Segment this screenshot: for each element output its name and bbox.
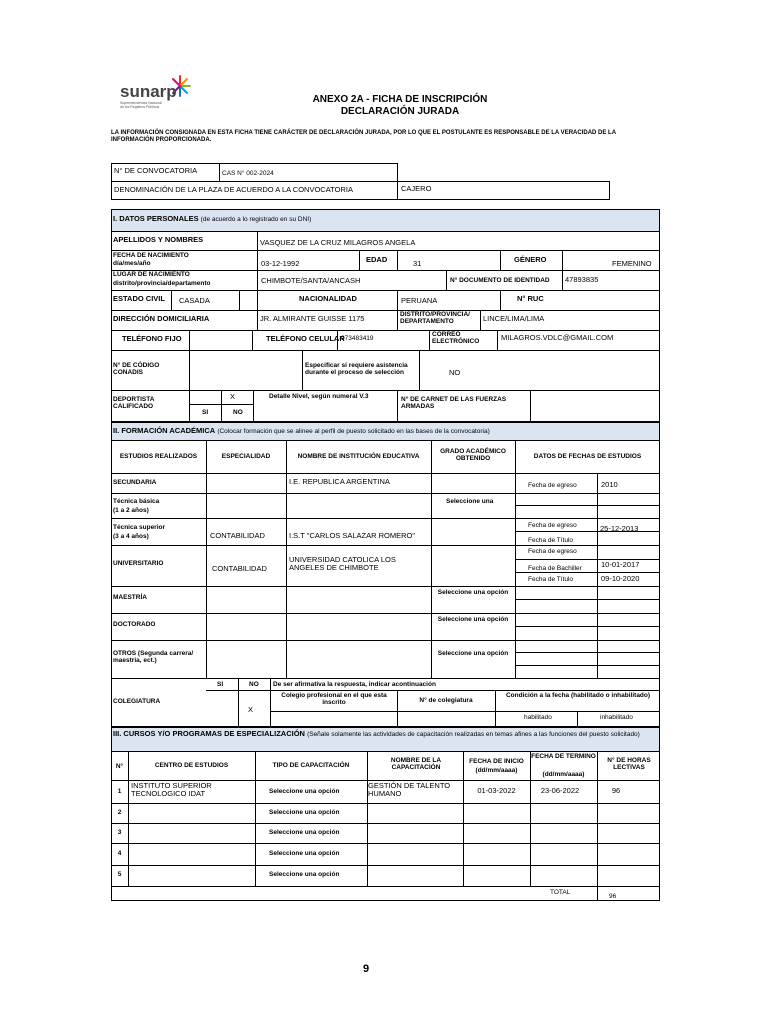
maestria-label: MAESTRÍA xyxy=(113,594,147,601)
course-start[interactable]: 01-03-2022 xyxy=(477,786,516,795)
age-label: EDAD xyxy=(366,255,388,264)
course-end[interactable]: 23-06-2022 xyxy=(540,786,580,795)
names-value[interactable]: VASQUEZ DE LA CRUZ MILAGROS ANGELA xyxy=(260,238,416,247)
district-label: DISTRITO/PROVINCIA/ DEPARTAMENTO xyxy=(400,311,470,326)
univ-bachiller-label: Fecha de Bachiller xyxy=(528,565,582,572)
section-personal-title xyxy=(113,215,311,223)
page-number: 9 xyxy=(362,963,370,975)
convocatoria-value[interactable]: CAS N° 002-2024 xyxy=(222,170,274,177)
birth-label: FECHA DE NACIMIENTO xyxy=(113,252,189,259)
inhabilitado-option[interactable]: inhabilitado xyxy=(600,714,633,721)
courses-header-end-format: (dd/mm/aaaa) xyxy=(542,771,585,778)
univ-label: UNIVERSITARIO xyxy=(113,560,164,567)
acad-header-studies: ESTUDIOS REALIZADOS xyxy=(119,453,198,460)
army-label: N° DE CARNET DE LAS FUERZAS ARMADAS xyxy=(401,396,507,411)
civil-label: ESTADO CIVIL xyxy=(113,294,165,303)
tec-basica-label: Técnica básica xyxy=(113,498,160,505)
sport-si: SI xyxy=(202,409,209,416)
univ-bachiller[interactable]: 10-01-2017 xyxy=(601,560,640,569)
colegiatura-label: COLEGIATURA xyxy=(113,698,161,705)
section-personal-heading: I. DATOS PERSONALES xyxy=(113,214,199,223)
gender-label: GÉNERO xyxy=(514,255,547,264)
course-hours[interactable]: 96 xyxy=(611,786,621,795)
acad-header-degree: GRADO ACADÉMICO OBTENIDO xyxy=(440,448,506,463)
course-type-select[interactable]: Seleccione una opción xyxy=(269,809,340,816)
section-academic-note: (Colocar formación que se alinee al perfil de puesto solicitado en las bases de la convocatoria) xyxy=(217,428,490,435)
sport-no: NO xyxy=(233,409,243,416)
logo-text: sunarp xyxy=(120,82,177,101)
birthplace-sublabel: distrito/provincia/departamento xyxy=(113,280,211,287)
courses-total-label: TOTAL xyxy=(550,889,571,896)
sport-mark[interactable]: X xyxy=(230,392,236,401)
section-courses-heading: III. CURSOS Y/O PROGRAMAS DE ESPECIALIZACIÓN xyxy=(113,729,305,738)
assistance-label: Especificar si requiere asistencia durante el proceso de selección xyxy=(305,362,408,377)
colegiatura-number-label: N° de colegiatura xyxy=(419,697,473,704)
sport-detail-label: Detalle Nivel, según numeral V.3 xyxy=(269,393,369,400)
course-name[interactable]: GESTIÓN DE TALENTO HUMANO xyxy=(368,781,451,799)
univ-titulo-label: Fecha de Título xyxy=(528,576,574,583)
course-number: 5 xyxy=(117,871,122,878)
colegiatura-no: NO xyxy=(249,681,259,688)
habilitado-option[interactable]: habilitado xyxy=(524,714,552,721)
course-type-select[interactable]: Seleccione una opción xyxy=(269,788,340,795)
phone-label: TELÉFONO FIJO xyxy=(122,334,182,343)
tec-basica-sublabel: (1 a 2 años) xyxy=(113,507,149,514)
district-value[interactable]: LINCE/LIMA/LIMA xyxy=(483,314,545,323)
cell-value[interactable]: 973483419 xyxy=(341,335,374,342)
univ-egreso-label: Fecha de egreso xyxy=(528,548,577,555)
colegio-profesional-label: Colegio profesional en el que esta inscrito xyxy=(281,692,387,707)
secundaria-institution[interactable]: I.E. REPUBLICA ARGENTINA xyxy=(289,477,390,486)
courses-header-end: FECHA DE TERMINO xyxy=(531,753,596,760)
doc-label: N° DOCUMENTO DE IDENTIDAD xyxy=(450,277,550,284)
form-subtitle: DECLARACIÓN JURADA xyxy=(340,106,460,117)
tec-sup-titulo-label: Fecha de Título xyxy=(528,537,574,544)
otros-degree-select[interactable]: Seleccione una opción xyxy=(437,650,509,657)
civil-value[interactable]: CASADA xyxy=(179,296,210,305)
declaration-notice: LA INFORMACIÓN CONSIGNADA EN ESTA FICHA TIENE CARÁCTER DE DECLARACIÓN JURADA, POR LO QUE EL POSTULANTE ES RESPONSABLE DE LA VERACIDAD DE LA INFORMACIÓN PROPORCIONADA. xyxy=(111,130,616,143)
gender-value[interactable]: FEMENINO xyxy=(612,259,652,268)
conadis-label: N° DE CÓDIGO CONADIS xyxy=(113,362,160,377)
age-value[interactable]: 31 xyxy=(413,259,422,268)
section-courses-title xyxy=(113,730,653,738)
courses-header-center: CENTRO DE ESTUDIOS xyxy=(154,762,229,769)
acad-header-institution: NOMBRE DE INSTITUCIÓN EDUCATIVA xyxy=(297,453,420,460)
birth-value[interactable]: 03-12-1992 xyxy=(261,259,300,268)
email-label: CORREO ELECTRÓNICO xyxy=(432,331,480,346)
colegiatura-mark[interactable]: X xyxy=(248,705,254,714)
course-type-select[interactable]: Seleccione una opción xyxy=(269,871,340,878)
secundaria-date-label: Fecha de egreso xyxy=(528,482,577,489)
birth-sublabel: día/mes/año xyxy=(113,260,151,267)
colegiatura-condition-label: Condición a la fecha (habilitado o inhabilitado) xyxy=(505,692,651,699)
univ-institution[interactable]: UNIVERSIDAD CATOLICA LOS ANGELES DE CHIMBOTE xyxy=(289,555,396,573)
course-number: 4 xyxy=(117,850,122,857)
colegiatura-note: De ser afirmativa la respuesta, indicar acontinuación xyxy=(273,681,436,688)
section-academic-heading: II. FORMACIÓN ACADÉMICA xyxy=(113,426,216,435)
courses-header-type: TIPO DE CAPACITACIÓN xyxy=(272,762,350,769)
address-value[interactable]: JR. ALMIRANTE GUISSE 1175 xyxy=(260,314,365,323)
section-personal-note: (de acuerdo a lo registrado en su DNI) xyxy=(200,216,312,223)
nationality-label: NACIONALIDAD xyxy=(299,294,357,303)
nationality-value[interactable]: PERUANA xyxy=(401,296,438,305)
email-value[interactable]: MILAGROS.VDLC@GMAIL.COM xyxy=(501,333,614,342)
logo-subtitle: Superintendencia Nacional de los Registros Públicos xyxy=(120,101,162,109)
univ-titulo[interactable]: 09-10-2020 xyxy=(601,574,640,583)
tec-sup-egreso-label: Fecha de egreso xyxy=(528,522,577,529)
tec-sup-egreso[interactable]: 25-12-2013 xyxy=(600,524,639,533)
tec-sup-specialty[interactable]: CONTABILIDAD xyxy=(210,531,265,540)
courses-header-start-format: (dd/mm/aaaa) xyxy=(475,767,518,774)
ruc-label: N° RUC xyxy=(517,294,544,303)
courses-header-name: NOMBRE DE LA CAPACITACIÓN xyxy=(390,757,442,772)
secundaria-date[interactable]: 2010 xyxy=(601,480,618,489)
course-type-select[interactable]: Seleccione una opción xyxy=(269,829,340,836)
names-label: APELLIDOS Y NOMBRES xyxy=(113,235,204,244)
cell-label: TELÉFONO CELULAR xyxy=(266,334,345,343)
assistance-value[interactable]: NO xyxy=(449,368,461,377)
courses-header-number: N° xyxy=(115,763,124,770)
form-title: ANEXO 2A - FICHA DE INSCRIPCIÓN xyxy=(312,94,488,105)
birthplace-value[interactable]: CHIMBOTE/SANTA/ANCASH xyxy=(261,276,361,285)
maestria-degree-select[interactable]: Seleccione una opción xyxy=(437,589,509,596)
tec-basica-degree-select[interactable]: Seleccione una xyxy=(446,498,494,505)
tec-sup-sublabel: (3 a 4 años) xyxy=(113,533,149,540)
course-number: 2 xyxy=(117,809,122,816)
tec-sup-label: Técnica superior xyxy=(113,524,166,531)
course-center[interactable]: INSTITUTO SUPERIOR TECNOLOGICO IDAT xyxy=(131,781,212,799)
otros-label: OTROS (Segunda carrera/ maestría, ect.) xyxy=(113,650,194,665)
colegiatura-si: SI xyxy=(217,681,224,688)
acad-header-dates: DATOS DE FECHAS DE ESTUDIOS xyxy=(533,453,642,460)
doc-value[interactable]: 47893835 xyxy=(565,275,599,284)
section-courses-note: (Señale solamente las actividades de capacitación realizadas en temas afines a las funciones del puesto solicitado) xyxy=(307,731,640,738)
address-label: DIRECCIÓN DOMICILIARIA xyxy=(113,314,210,323)
secundaria-label: SECUNDARIA xyxy=(113,479,157,486)
tec-sup-institution[interactable]: I.S.T "CARLOS SALAZAR ROMERO" xyxy=(289,531,416,540)
univ-specialty[interactable]: CONTABILIDAD xyxy=(212,564,267,573)
course-number: 3 xyxy=(117,829,122,836)
doctorado-label: DOCTORADO xyxy=(113,621,156,628)
plaza-label: DENOMINACIÓN DE LA PLAZA DE ACUERDO A LA CONVOCATORIA xyxy=(114,185,353,194)
acad-header-specialty: ESPECIALIDAD xyxy=(221,453,271,460)
sport-label: DEPORTISTA CALIFICADO xyxy=(113,396,155,411)
courses-header-start: FECHA DE INICIO xyxy=(469,758,524,765)
course-number: 1 xyxy=(117,788,122,795)
courses-total-value: 96 xyxy=(609,893,617,900)
convocatoria-label: N° DE CONVOCATORIA xyxy=(114,166,198,175)
courses-header-hours: N° DE HORAS LECTIVAS xyxy=(607,757,651,772)
doctorado-degree-select[interactable]: Seleccione una opción xyxy=(437,616,509,623)
birthplace-label: LUGAR DE NACIMIENTO xyxy=(113,271,190,278)
course-type-select[interactable]: Seleccione una opción xyxy=(269,850,340,857)
section-academic-title xyxy=(113,427,490,435)
plaza-value[interactable]: CAJERO xyxy=(401,184,432,193)
